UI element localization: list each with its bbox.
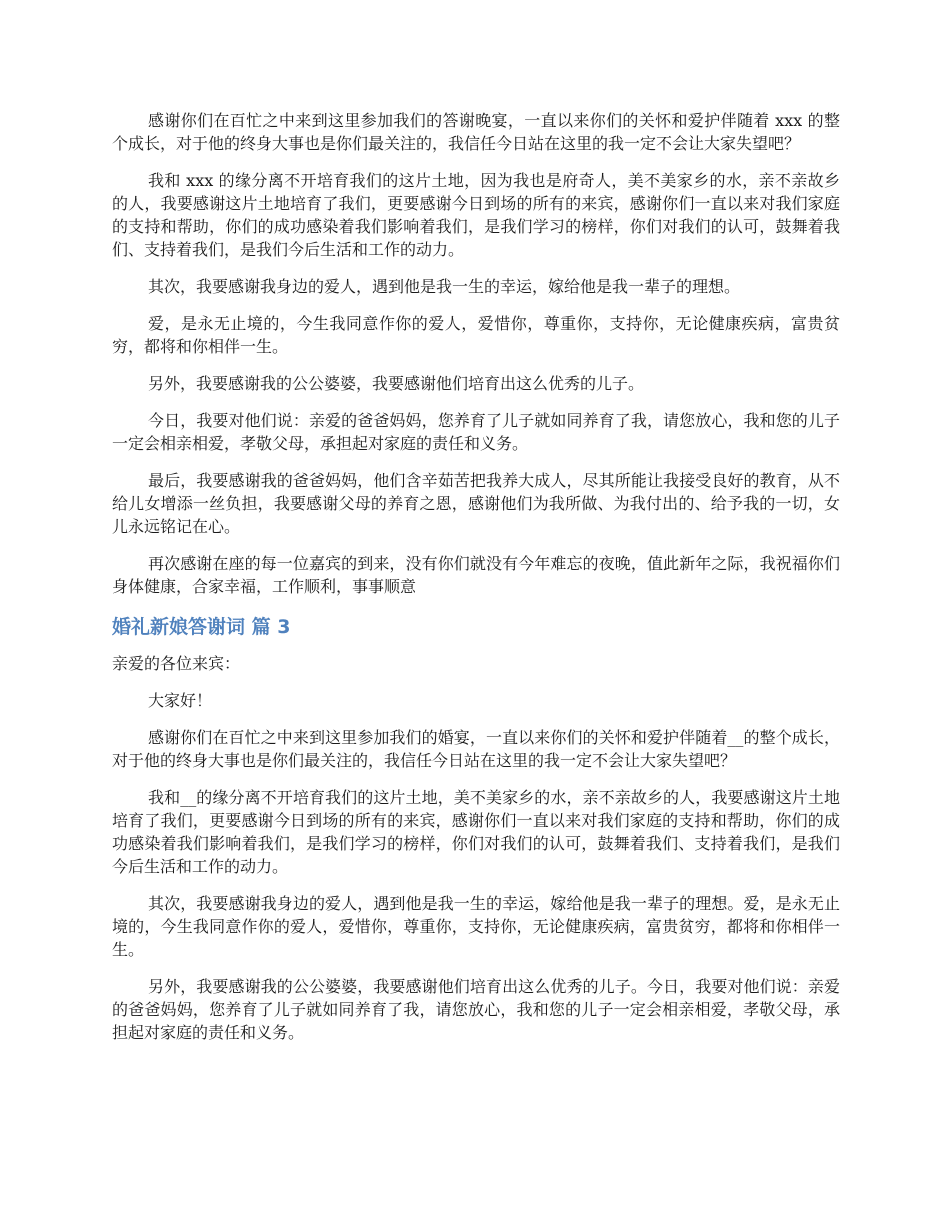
paragraph: 感谢你们在百忙之中来到这里参加我们的婚宴，一直以来你们的关怀和爱护伴随着__的整个成长，对于他的终身大事也是你们最关注的，我信任今日站在这里的我一定不会让大家失望吧？ [112, 728, 840, 770]
paragraph: 今日，我要对他们说：亲爱的爸爸妈妈，您养育了儿子就如同养育了我，请您放心，我和您的儿子一定会相亲相爱，孝敬父母，承担起对家庭的责任和义务。 [112, 411, 840, 453]
paragraph: 最后，我要感谢我的爸爸妈妈，他们含辛茹苦把我养大成人，尽其所能让我接受良好的教育，从不给儿女增添一丝负担，我要感谢父母的养育之恩，感谢他们为我所做、为我付出的、给予我的一切，女儿永远铭记在心。 [112, 471, 840, 536]
paragraph: 感谢你们在百忙之中来到这里参加我们的答谢晚宴，一直以来你们的关怀和爱护伴随着 xxx 的整个成长，对于他的终身大事也是你们最关注的，我信任今日站在这里的我一定不会让大家失望吧？ [112, 111, 840, 153]
section-heading: 婚礼新娘答谢词 篇 3 [112, 616, 291, 638]
paragraph: 我和__的缘分离不开培育我们的这片土地，美不美家乡的水，亲不亲故乡的人，我要感谢这片土地培育了我们，更要感谢今日到场的所有的来宾，感谢你们一直以来对我们家庭的支持和帮助，你们的成功感染着我们影响着我们，是我们学习的榜样，你们对我们的认可，鼓舞着我们、支持着我们，是我们今后生活和工作的动力。 [112, 788, 840, 876]
paragraph: 其次，我要感谢我身边的爱人，遇到他是我一生的幸运，嫁给他是我一辈子的理想。 [148, 277, 741, 296]
paragraph: 其次，我要感谢我身边的爱人，遇到他是我一生的幸运，嫁给他是我一辈子的理想。爱，是永无止境的，今生我同意作你的爱人，爱惜你，尊重你，支持你，无论健康疾病，富贵贫穷，都将和你相伴一生。 [112, 894, 840, 959]
paragraph: 我和 xxx 的缘分离不开培育我们的这片土地，因为我也是府奇人，美不美家乡的水，亲不亲故乡的人，我要感谢这片土地培育了我们，更要感谢今日到场的所有的来宾，感谢你们一直以来对我们家庭的支持和帮助，你们的成功感染着我们影响着我们，是我们学习的榜样，你们对我们的认可，鼓舞着我们、支持着我们，是我们今后生活和工作的动力。 [112, 171, 840, 259]
document-page [112, 109, 840, 1058]
salutation: 亲爱的各位来宾： [112, 654, 241, 673]
paragraph: 另外，我要感谢我的公公婆婆，我要感谢他们培育出这么优秀的儿子。今日，我要对他们说：亲爱的爸爸妈妈，您养育了儿子就如同养育了我，请您放心，我和您的儿子一定会相亲相爱，孝敬父母，承担起对家庭的责任和义务。 [112, 977, 840, 1042]
paragraph: 大家好！ [148, 691, 213, 710]
paragraph: 再次感谢在座的每一位嘉宾的到来，没有你们就没有今年难忘的夜晚，值此新年之际，我祝福你们身体健康，合家幸福，工作顺利，事事顺意 [112, 554, 840, 596]
paragraph: 另外，我要感谢我的公公婆婆，我要感谢他们培育出这么优秀的儿子。 [148, 374, 645, 393]
paragraph: 爱，是永无止境的，今生我同意作你的爱人，爱惜你，尊重你，支持你，无论健康疾病，富贵贫穷，都将和你相伴一生。 [112, 314, 840, 356]
